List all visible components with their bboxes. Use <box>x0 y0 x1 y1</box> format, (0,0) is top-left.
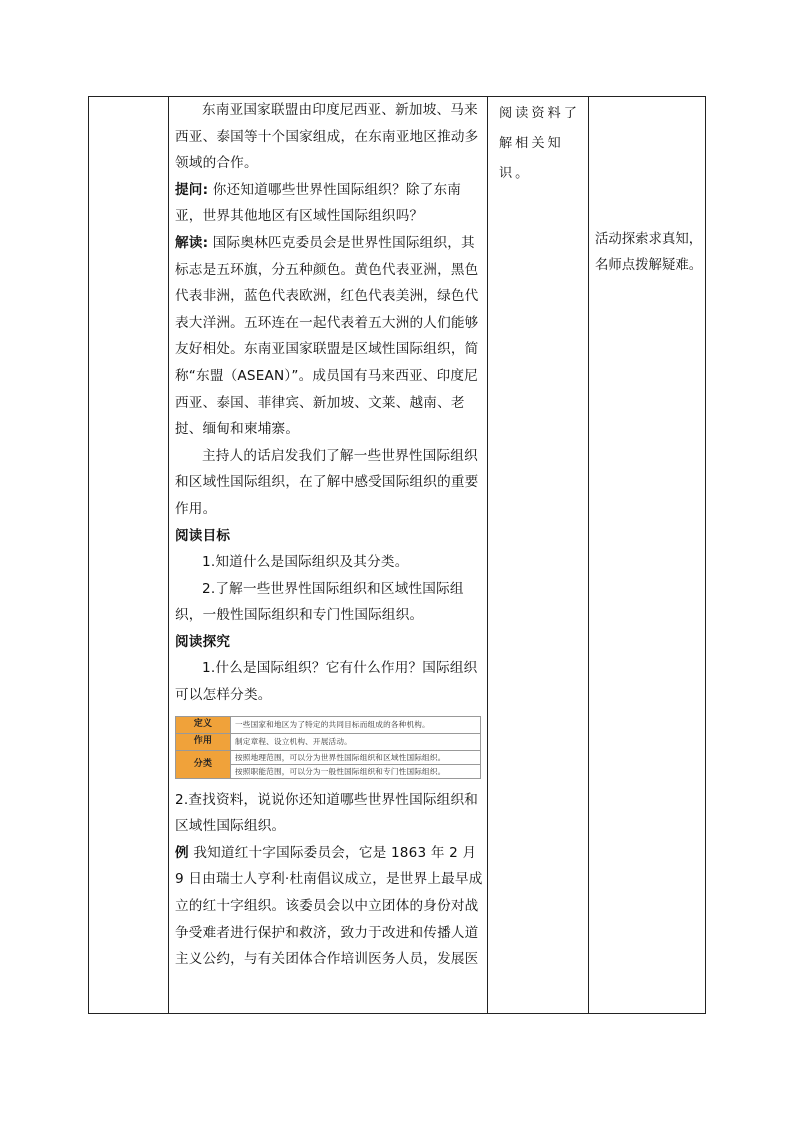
classify-cell: 按照地理范围，可以分为世界性国际组织和区域性国际组织。 <box>231 750 481 764</box>
classify-cell: 按照职能范围，可以分为一般性国际组织和专门性国际组织。 <box>231 764 481 778</box>
definition-header: 定义 <box>176 716 231 733</box>
table-row <box>176 733 481 750</box>
table-row <box>176 750 481 764</box>
international-organization-table <box>175 716 481 779</box>
question-text: 你还知道哪些世界性国际组织？除了东南亚，世界其他地区有区域性国际组织吗？ <box>175 181 462 225</box>
explain-paragraph <box>175 230 483 443</box>
reading-goals-heading: 阅读目标 <box>175 527 231 544</box>
host-paragraph: 主持人的话启发我们了解一些世界性国际组织和区域性国际组织，在了解中感受国际组织的重要作用。 <box>175 447 479 517</box>
goal-item: 1.知道什么是国际组织及其分类。 <box>202 554 409 571</box>
example-paragraph <box>175 840 483 973</box>
example-text: 我知道红十字国际委员会，它是 1863 年 2 月 9 日由瑞士人亨利·杜南倡议成立，是世界上最早成立的红十字组织。该委员会以中立团体的身份对战争受难者进行保护和救济，致力于改进和传播人道主义公约，与有关团体合作培训医务人员，发展医 <box>175 844 483 968</box>
explain-text: 国际奥林匹克委员会是世界性国际组织，其标志是五环旗，分五种颜色。黄色代表亚洲，黑色代表非洲，蓝色代表欧洲，红色代表美洲，绿色代表大洋洲。五环连在一起代表着五大洲的人们能够友好相处。东南亚国家联盟是区域性国际组织，简称“东盟（ASEAN）”。成员国有马来西亚、印度尼西亚、泰国、菲律宾、新加坡、文莱、越南、老挝、缅甸和柬埔寨。 <box>175 234 479 438</box>
explore-question: 1.什么是国际组织？它有什么作用？国际组织可以怎样分类。 <box>175 660 478 704</box>
role-header: 作用 <box>176 733 231 750</box>
question-label: 提问: <box>175 181 209 198</box>
design-intent-column <box>589 227 707 279</box>
asean-intro-paragraph: 东南亚国家联盟由印度尼西亚、新加坡、马来西亚、泰国等十个国家组成，在东南亚地区推动多领域的合作。 <box>175 102 479 172</box>
example-label: 例 <box>175 844 189 861</box>
goal-item: 2.了解一些世界性国际组织和区域性国际组织，一般性国际组织和专门性国际组织。 <box>175 580 464 624</box>
column-divider <box>487 97 488 1013</box>
reading-explore-heading: 阅读探究 <box>175 633 231 650</box>
explore-question: 2.查找资料，说说你还知道哪些世界性国际组织和区域性国际组织。 <box>175 791 479 835</box>
student-activity-text: 阅读资料了解相关知识。 <box>499 106 580 181</box>
teaching-process-column <box>169 97 487 973</box>
explain-label: 解读: <box>175 234 209 251</box>
design-intent-text: 活动探索求真知，名师点拨解疑难。 <box>595 232 703 273</box>
student-activity-column <box>491 97 587 189</box>
lesson-plan-table <box>88 96 706 1014</box>
role-cell: 制定章程、设立机构、开展活动。 <box>231 733 481 750</box>
table-row <box>176 716 481 733</box>
classify-header: 分类 <box>176 750 231 778</box>
question-paragraph <box>175 177 483 230</box>
definition-cell: 一些国家和地区为了特定的共同目标而组成的各种机构。 <box>231 716 481 733</box>
